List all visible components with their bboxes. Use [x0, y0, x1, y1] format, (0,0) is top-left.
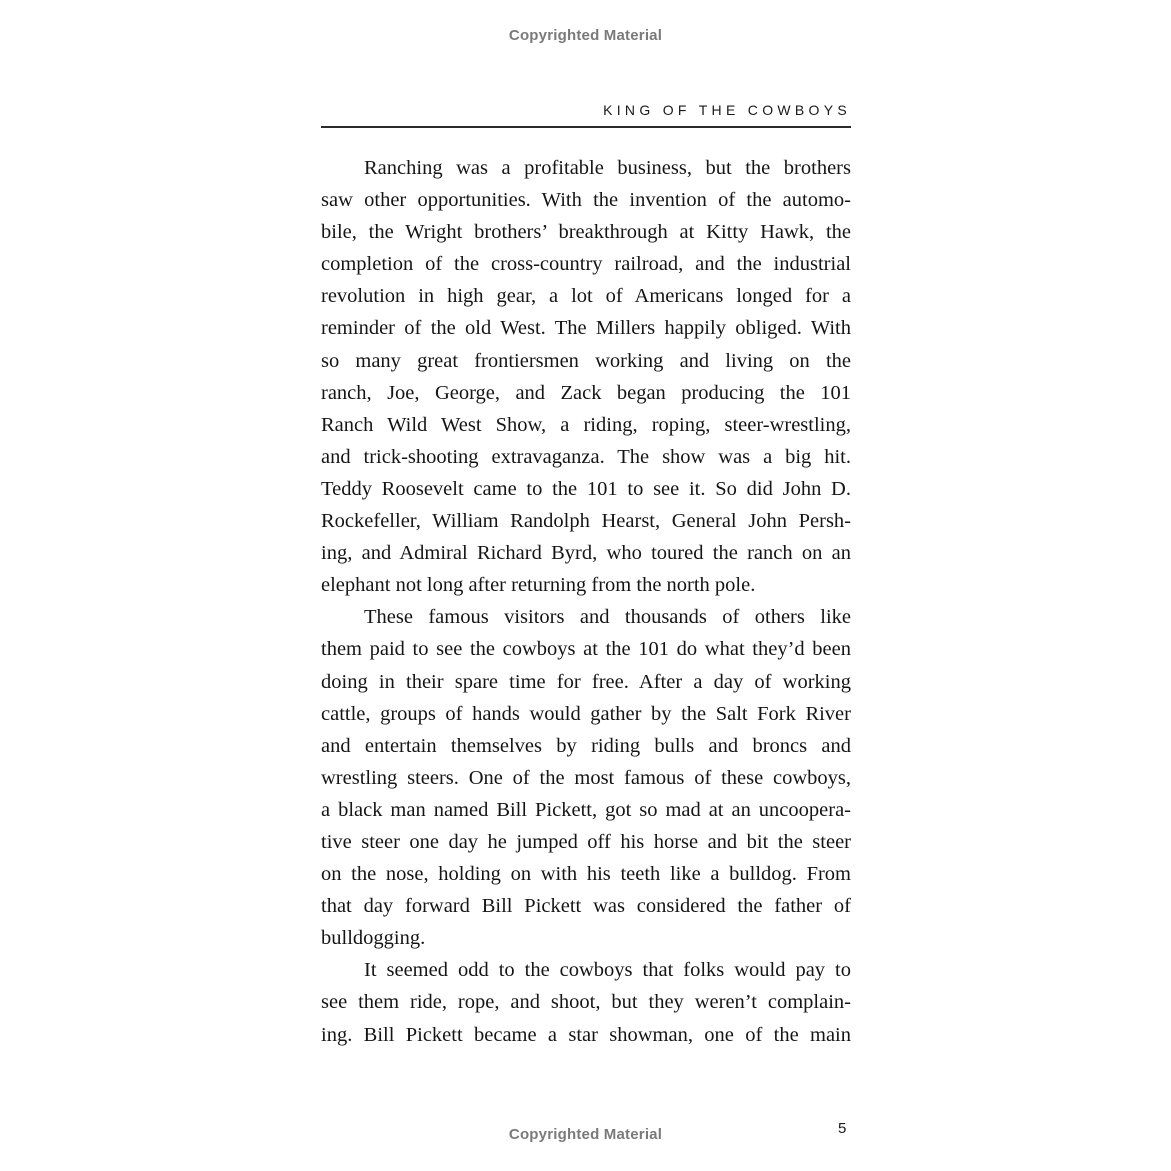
text-line: ing, and Admiral Richard Byrd, who toured the ranch on an	[321, 542, 851, 565]
copyright-watermark-top: Copyrighted Material	[508, 27, 663, 44]
text-line: elephant not long after returning from the north pole.	[321, 574, 756, 597]
text-line: Teddy Roosevelt came to the 101 to see it. So did John D.	[321, 477, 851, 500]
text-line: that day forward Bill Pickett was considered the father of	[321, 895, 851, 918]
text-line: ranch, Joe, George, and Zack began producing the 101	[321, 381, 851, 404]
text-line: cattle, groups of hands would gather by the Salt Fork River	[321, 702, 851, 725]
text-line: It seemed odd to the cowboys that folks would pay to	[364, 959, 851, 982]
text-line: saw other opportunities. With the invention of the automo-	[321, 189, 851, 212]
text-line: and trick-shooting extravaganza. The show was a big hit.	[321, 445, 851, 468]
text-line: reminder of the old West. The Millers happily obliged. With	[321, 317, 851, 340]
text-line: tive steer one day he jumped off his horse and bit the steer	[321, 830, 851, 853]
text-line: revolution in high gear, a lot of Americans longed for a	[321, 285, 851, 308]
paragraph-3	[321, 954, 851, 1050]
text-line: a black man named Bill Pickett, got so mad at an uncoopera-	[321, 798, 851, 821]
paragraph-1	[321, 152, 851, 601]
text-line: Ranch Wild West Show, a riding, roping, steer-wrestling,	[321, 413, 851, 436]
text-line: so many great frontiersmen working and living on the	[321, 349, 851, 372]
text-line: ing. Bill Pickett became a star showman, one of the main	[321, 1023, 851, 1046]
text-line: Rockefeller, William Randolph Hearst, General John Persh-	[321, 510, 851, 533]
text-line: them paid to see the cowboys at the 101 do what they’d been	[321, 638, 851, 661]
text-line: see them ride, rope, and shoot, but they weren’t complain-	[321, 991, 851, 1014]
running-head-rule	[321, 126, 851, 128]
body-text	[321, 152, 851, 1051]
text-line: Ranching was a profitable business, but the brothers	[364, 157, 851, 179]
text-line: doing in their spare time for free. After a day of working	[321, 670, 851, 693]
paragraph-2	[321, 601, 851, 954]
text-line: and entertain themselves by riding bulls and broncs and	[321, 734, 851, 757]
text-line: These famous visitors and thousands of others like	[364, 606, 851, 629]
text-line: bile, the Wright brothers’ breakthrough at Kitty Hawk, the	[321, 221, 851, 244]
text-line: bulldogging.	[321, 927, 426, 950]
copyright-watermark-bottom: Copyrighted Material	[508, 1126, 663, 1143]
text-line: completion of the cross-country railroad, and the industrial	[321, 253, 851, 276]
text-line: wrestling steers. One of the most famous of these cowboys,	[321, 766, 851, 789]
page-number: 5	[838, 1120, 847, 1137]
running-head: KING OF THE COWBOYS	[603, 102, 851, 118]
text-line: on the nose, holding on with his teeth like a bulldog. From	[321, 863, 851, 886]
